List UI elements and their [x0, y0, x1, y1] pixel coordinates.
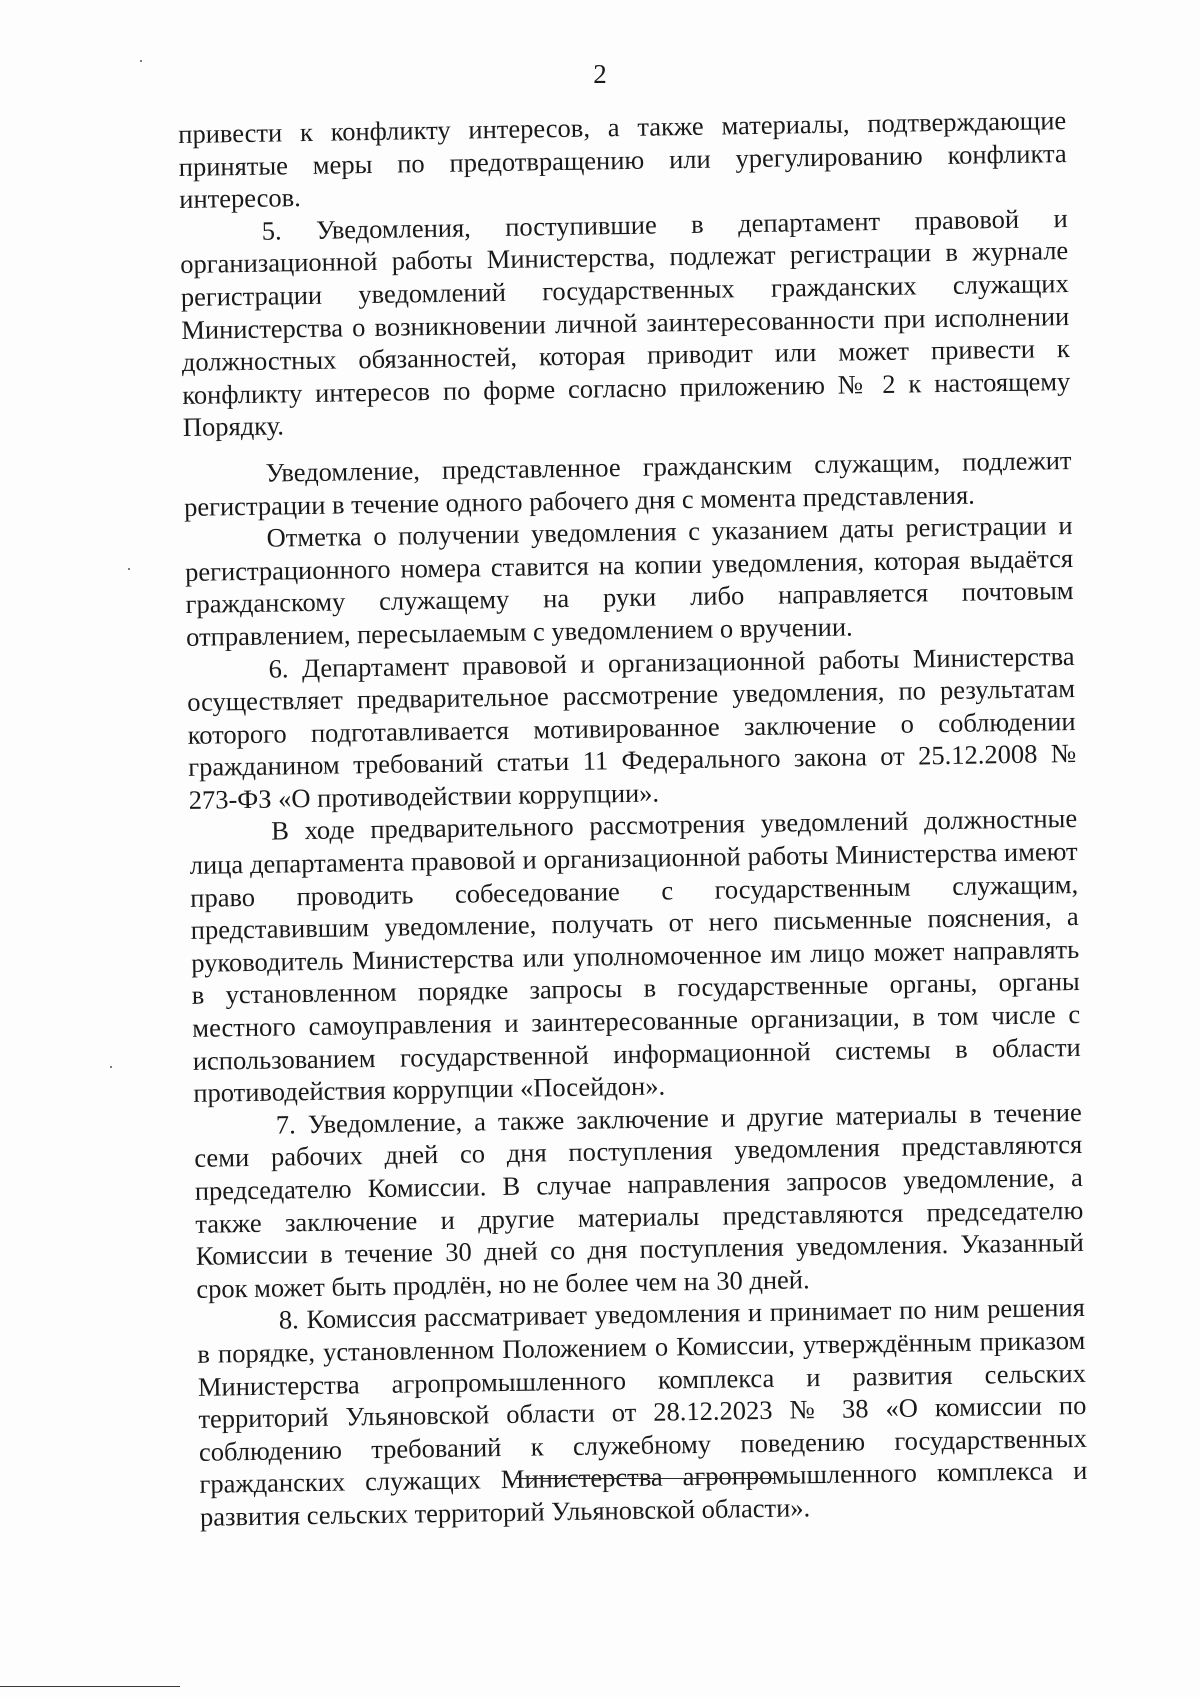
paragraph-item-5: 5. Уведомления, поступившие в департамент правовой и организационной работы Министерства, подлежат регистрации в журнале регистрации уведомлений государственных гражданских служащих Министерства о возникновении личной заинтересованности при исполнении должностных обязанностей, которая приводит или может привести к конфликту интересов по форме согласно приложению № 2 к настоящему Порядку.	[180, 202, 1071, 443]
paragraph-preliminary-review: В ходе предварительного рассмотрения уведомлений должностные лица департамента правовой и организационной работы Министерства имеют право проводить собеседование с государственным служащим, представившим уведомление, получать от него письменные пояснения, а руководитель Министерства или уполномоченное им лицо может направлять в установленном порядке запросы в государственные органы, органы местного самоуправления и заинтересованные организации, в том числе с использованием государственной информационной системы в области противодействия коррупции «Посейдон».	[189, 803, 1081, 1109]
page-number: 2	[593, 59, 607, 89]
document-body	[178, 104, 1088, 1533]
paragraph-item-7: 7. Уведомление, а также заключение и другие материалы в течение семи рабочих дней со дня поступления уведомления представляются председателю Комиссии. В случае направления запросов уведомление, а также заключение и другие материалы представляются председателю Комиссии в течение 30 дней со дня поступления уведомления. Указанный срок может быть продлён, но не более чем на 30 дней.	[194, 1096, 1085, 1304]
scan-speck	[128, 568, 130, 570]
scan-speck	[140, 60, 142, 62]
paragraph-registration-term: Уведомление, представленное гражданским служащим, подлежит регистрации в течение одного рабочего дня с момента представления.	[183, 444, 1072, 522]
scan-speck	[110, 1066, 112, 1068]
end-of-text-rule	[516, 1478, 774, 1479]
paragraph-item-6: 6. Департамент правовой и организационной работы Министерства осуществляет предварительное рассмотрение уведомления, по результатам которого подготавливается мотивированное заключение о соблюдении гражданином требований статьи 11 Федерального закона от 25.12.2008 № 273-ФЗ «О противодействии коррупции».	[186, 640, 1077, 815]
scan-corner-line	[0, 1686, 180, 1687]
paragraph-item-8: 8. Комиссия рассматривает уведомления и принимает по ним решения в порядке, установленном Положением о Комиссии, утверждённым приказом Министерства агропромышленного комплекса и развития сельских территорий Ульяновской области от 28.12.2023 № 38 «О комиссии по соблюдению требований к служебному поведению государственных гражданских служащих Министерства агропромышленного комплекса и развития сельских территорий Ульяновской области».	[197, 1292, 1088, 1532]
paragraph-continuation: привести к конфликту интересов, а также материалы, подтверждающие принятые меры по предотвращению или урегулированию конфликта интересов.	[178, 105, 1067, 215]
paragraph-receipt-mark: Отметка о получении уведомления с указанием даты регистрации и регистрационного номера ставится на копии уведомления, которая выдаётся гражданскому служащему на руки либо направляется почтовым отправлением, пересылаемым с уведомлением о вручении.	[184, 510, 1074, 652]
